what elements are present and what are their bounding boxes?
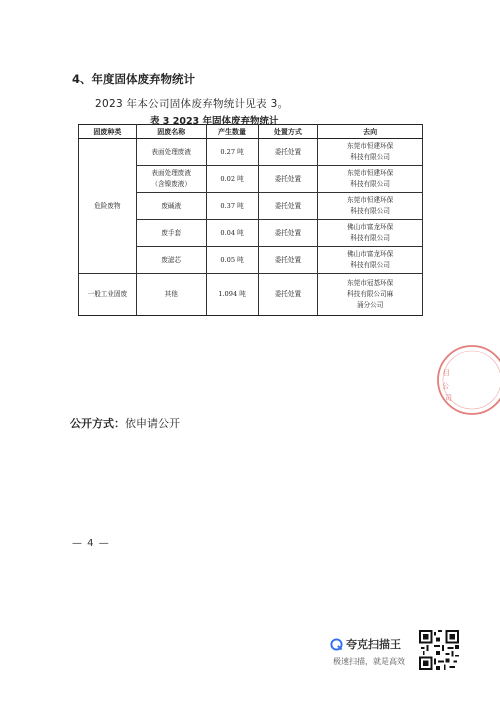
waste-statistics-table <box>78 124 423 316</box>
table-header-row <box>79 125 423 139</box>
waste-name: 表面处理废液 <box>151 169 191 177</box>
method-cell: 委托处置 <box>258 274 318 316</box>
destination-cell <box>318 247 423 274</box>
destination-line: 科技有限公司 <box>350 153 390 161</box>
destination-cell <box>318 220 423 247</box>
header-quantity: 产生数量 <box>206 125 258 139</box>
destination-line: 科技有限公司 <box>350 261 390 269</box>
destination-line: 东莞市恒建环保 <box>347 142 394 150</box>
svg-text:目: 目 <box>443 369 450 377</box>
waste-name-cell <box>136 139 206 166</box>
destination-line: 东莞市恒建环保 <box>347 196 394 204</box>
waste-name-cell: 废滤芯 <box>136 247 206 274</box>
svg-text:公: 公 <box>442 382 449 390</box>
header-destination: 去向 <box>318 125 423 139</box>
category-cell: 危险废物 <box>79 139 137 274</box>
intro-paragraph: 2023 年本公司固体废弃物统计见表 3。 <box>95 98 289 110</box>
page-number: — 4 — <box>72 538 110 549</box>
quantity-cell: 0.27 吨 <box>206 139 258 166</box>
header-name: 固废名称 <box>136 125 206 139</box>
method-cell: 委托处置 <box>258 139 318 166</box>
method-cell: 委托处置 <box>258 166 318 193</box>
destination-line: 涌分公司 <box>356 301 384 309</box>
destination-cell <box>318 139 423 166</box>
method-cell: 委托处置 <box>258 220 318 247</box>
waste-name-cell: 其他 <box>136 274 206 316</box>
waste-name-cell: 废手套 <box>136 220 206 247</box>
destination-line: 佛山市富龙环保 <box>347 223 394 231</box>
table-caption: 表 3 2023 年固体废弃物统计 <box>150 116 279 127</box>
method-cell: 委托处置 <box>258 193 318 220</box>
destination-cell <box>318 193 423 220</box>
quantity-cell: 0.02 吨 <box>206 166 258 193</box>
destination-line: 科技有限公司 <box>350 180 390 188</box>
category-cell: 一般工业固废 <box>79 274 137 316</box>
destination-cell <box>318 166 423 193</box>
quantity-cell: 0.04 吨 <box>206 220 258 247</box>
section-heading: 4、年度固体废弃物统计 <box>72 72 196 86</box>
svg-text:司: 司 <box>445 394 452 402</box>
waste-name: 表面处理废液 <box>151 147 191 156</box>
scanner-logo-icon <box>330 638 343 651</box>
destination-line: 科技有限公司 <box>350 207 390 215</box>
destination-line: 佛山市富龙环保 <box>347 250 394 258</box>
scanner-slogan: 极速扫描，就是高效 <box>333 657 405 666</box>
disclosure-value: 依申请公开 <box>125 417 180 430</box>
quantity-cell: 1.094 吨 <box>206 274 258 316</box>
quantity-cell: 0.05 吨 <box>206 247 258 274</box>
quantity-cell: 0.37 吨 <box>206 193 258 220</box>
method-cell: 委托处置 <box>258 247 318 274</box>
waste-name-note: （含镍废液） <box>151 180 191 188</box>
qr-code-icon <box>419 630 459 670</box>
disclosure-label: 公开方式： <box>70 417 125 430</box>
scanner-name: 夸克扫描王 <box>346 638 401 651</box>
company-seal <box>410 345 500 415</box>
destination-cell <box>318 274 423 316</box>
destination-line: 科技有限公司麻 <box>347 290 394 298</box>
disclosure-line <box>70 415 180 431</box>
header-method: 处置方式 <box>258 125 318 139</box>
waste-name-cell: 废碱液 <box>136 193 206 220</box>
header-category: 固废种类 <box>79 125 137 139</box>
destination-line: 东莞市冠基环保 <box>347 279 394 287</box>
waste-name-cell <box>136 166 206 193</box>
destination-line: 科技有限公司 <box>350 234 390 242</box>
scanner-watermark <box>330 636 401 652</box>
table-row <box>79 139 423 166</box>
destination-line: 东莞市恒建环保 <box>347 169 394 177</box>
table-row <box>79 274 423 316</box>
